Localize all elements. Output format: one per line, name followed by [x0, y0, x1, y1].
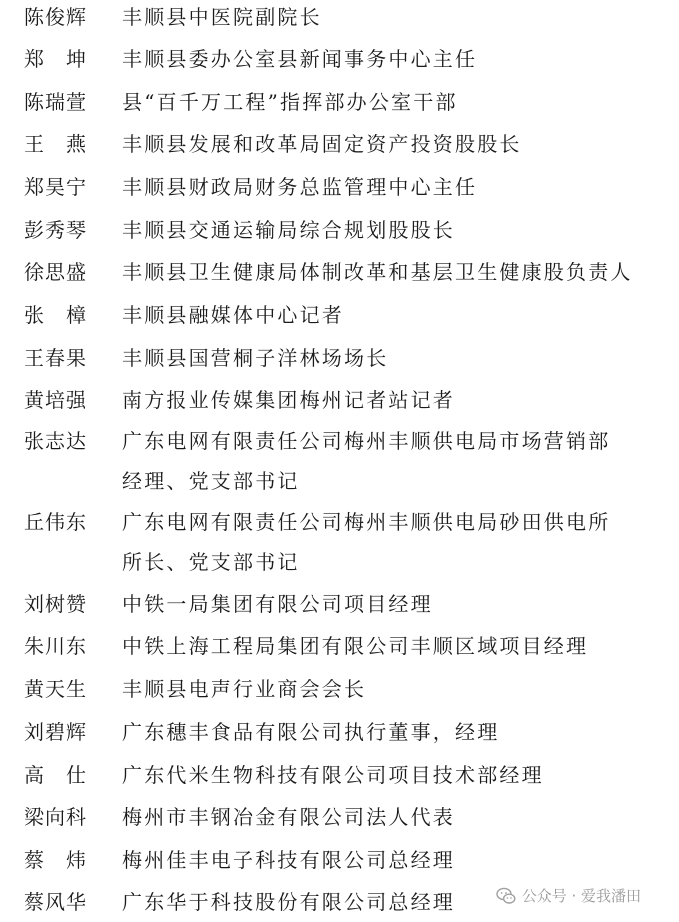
- person-name: 梁向科: [24, 805, 87, 829]
- person-name: 张 樟: [24, 303, 87, 327]
- person-name: 郑昊宁: [24, 175, 87, 199]
- person-name: 刘树赞: [24, 592, 87, 616]
- person-title: 丰顺县卫生健康局体制改革和基层卫生健康股负责人: [122, 260, 633, 284]
- person-name: 黄培强: [24, 388, 87, 412]
- person-title: 丰顺县发展和改革局固定资产投资股股长: [122, 132, 522, 156]
- person-title: 丰顺县国营桐子洋林场场长: [122, 346, 389, 370]
- person-name: 王春果: [24, 346, 87, 370]
- person-title: 丰顺县中医院副院长: [122, 5, 322, 29]
- wechat-icon: [496, 887, 516, 905]
- person-title: 广东电网有限责任公司梅州丰顺供电局市场营销部 经理、党支部书记: [122, 429, 611, 493]
- person-name: 王 燕: [24, 132, 87, 156]
- person-title: 中铁上海工程局集团有限公司丰顺区域项目经理: [122, 634, 589, 658]
- wechat-watermark: [496, 885, 641, 906]
- person-title: 广东电网有限责任公司梅州丰顺供电局砂田供电所 所长、党支部书记: [122, 510, 611, 574]
- person-title: 县“百千万工程”指挥部办公室干部: [122, 90, 458, 114]
- person-name: 徐思盛: [24, 260, 87, 284]
- person-name: 张志达: [24, 429, 87, 453]
- person-name: 陈俊辉: [24, 5, 87, 29]
- person-name: 丘伟东: [24, 510, 87, 534]
- watermark-text: 公众号 · 爱我潘田: [521, 887, 641, 905]
- person-name: 刘碧辉: [24, 720, 87, 744]
- person-title: 广东代米生物科技有限公司项目技术部经理: [122, 763, 544, 787]
- person-title: 丰顺县交通运输局综合规划股股长: [122, 218, 455, 242]
- person-name: 陈瑞萱: [24, 90, 87, 114]
- person-title: 丰顺县融媒体中心记者: [122, 303, 344, 327]
- person-name: 高 仕: [24, 763, 87, 787]
- person-name: 彭秀琴: [24, 218, 87, 242]
- person-name: 朱川东: [24, 634, 87, 658]
- person-name: 郑 坤: [24, 47, 87, 71]
- person-name: 蔡 炜: [24, 848, 87, 872]
- person-title: 梅州市丰钢冶金有限公司法人代表: [122, 805, 455, 829]
- person-name: 蔡风华: [24, 890, 87, 914]
- person-title: 广东穗丰食品有限公司执行董事，经理: [122, 720, 500, 744]
- person-title: 丰顺县财政局财务总监管理中心主任: [122, 175, 478, 199]
- person-title: 丰顺县电声行业商会会长: [122, 677, 367, 701]
- person-title: 梅州佳丰电子科技有限公司总经理: [122, 848, 455, 872]
- person-name: 黄天生: [24, 677, 87, 701]
- person-title: 广东华于科技股份有限公司总经理: [122, 890, 455, 914]
- person-title: 丰顺县委办公室县新闻事务中心主任: [122, 47, 478, 71]
- person-title: 南方报业传媒集团梅州记者站记者: [122, 388, 455, 412]
- person-title: 中铁一局集团有限公司项目经理: [122, 592, 433, 616]
